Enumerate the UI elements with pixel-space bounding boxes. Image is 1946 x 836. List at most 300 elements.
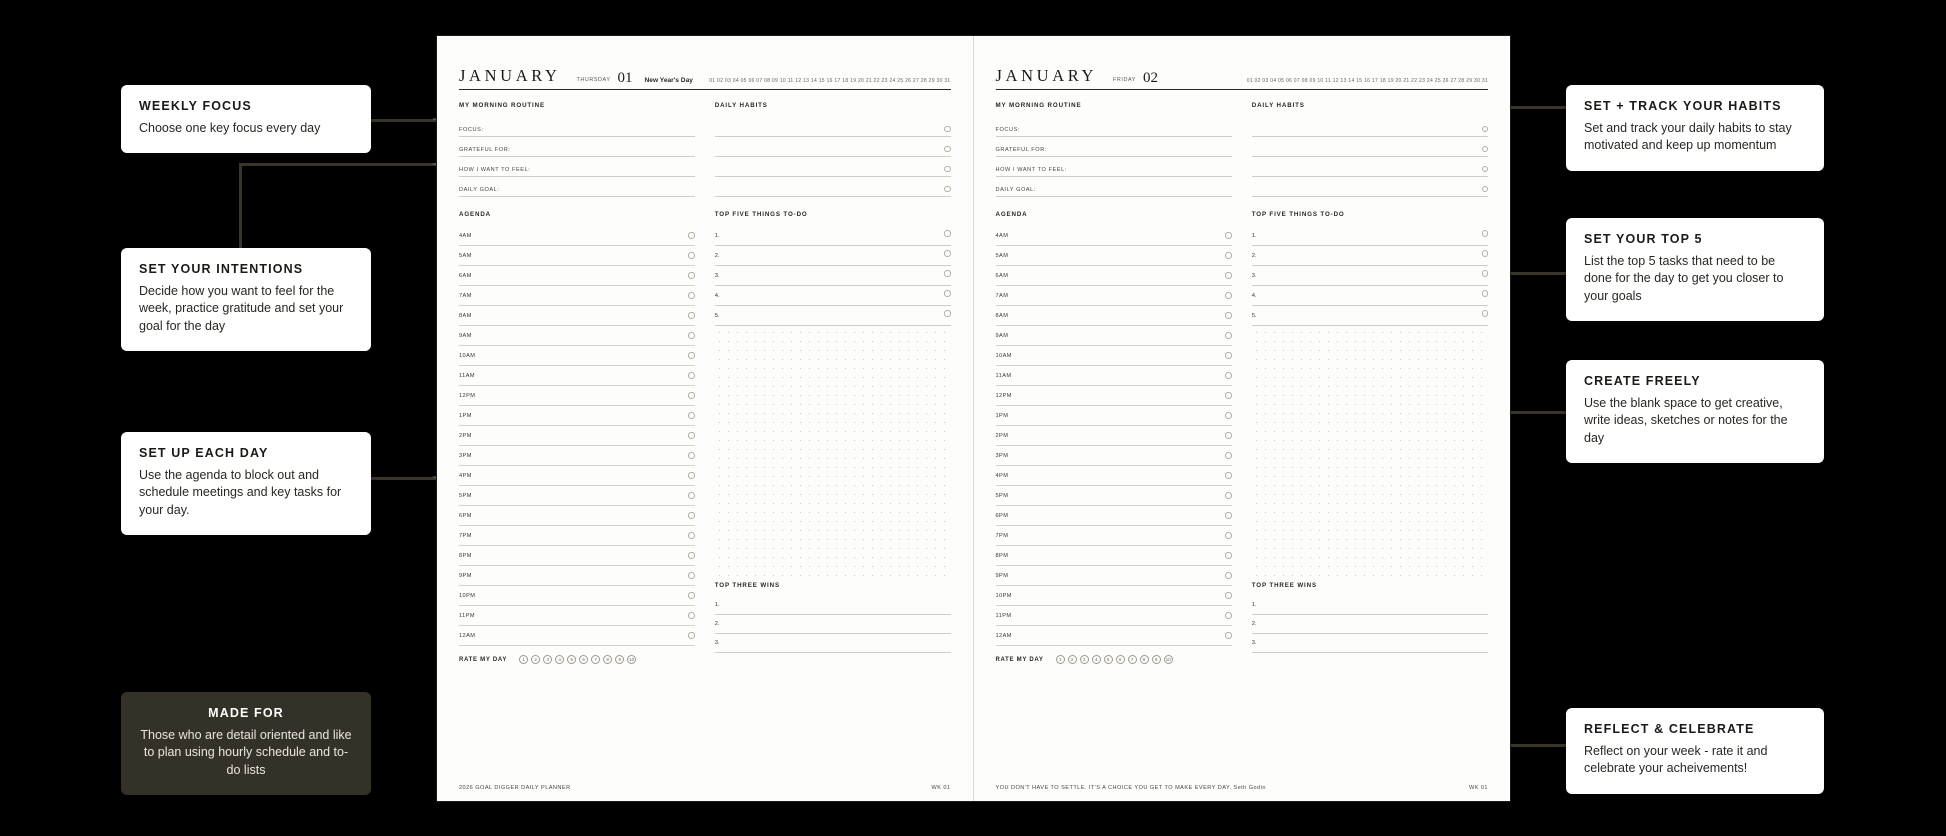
agenda-hour: 9AM [995,332,1009,339]
header-divider [459,89,951,90]
agenda-row[interactable] [459,486,695,506]
routine-label: GRATEFUL FOR: [995,147,1047,153]
callout-body: Use the agenda to block out and schedule meetings and key tasks for your day. [139,468,342,517]
agenda-row[interactable] [459,446,695,466]
morning-routine-block [996,102,1232,197]
page-footer [996,785,1489,791]
todo-row[interactable] [1252,266,1488,286]
agenda-hour: 7AM [995,292,1009,299]
month-day-strip: 01 02 03 04 05 06 07 08 09 10 11 12 13 14 15 16 17 18 19 20 21 22 23 24 25 26 27 28 29 30 31 [1246,78,1488,84]
rating-option[interactable]: 8 [603,655,612,664]
callout-top5 [1566,218,1824,321]
agenda-checkbox-icon[interactable] [1225,612,1232,619]
month-label: JANUARY [459,66,561,85]
agenda-checkbox-icon[interactable] [688,632,695,639]
rating-option[interactable]: 1 [519,655,528,664]
agenda-hour: 6AM [459,272,472,279]
rating-option[interactable]: 9 [615,655,624,664]
agenda-hour: 5PM [459,492,472,499]
callout-reflect [1566,708,1824,794]
agenda-hour: 1PM [459,412,472,419]
agenda-row[interactable] [996,626,1232,646]
agenda-checkbox-icon[interactable] [688,572,695,579]
header-divider [996,89,1489,90]
agenda-hour: 8AM [459,312,472,319]
footer-week-number: WK 01 [1468,785,1488,791]
agenda-row[interactable] [459,526,695,546]
agenda-row[interactable] [996,406,1232,426]
win-row[interactable] [1252,615,1488,634]
section-title-agenda: AGENDA [995,211,1028,218]
habit-checkbox-icon[interactable] [944,166,951,173]
rating-option[interactable]: 4 [1092,655,1101,664]
agenda-checkbox-icon[interactable] [1225,312,1232,319]
agenda-checkbox-icon[interactable] [688,612,695,619]
agenda-block [996,211,1232,664]
agenda-hour: 9AM [459,332,472,339]
agenda-row[interactable] [996,246,1232,266]
rate-my-day [459,655,695,664]
agenda-hour: 12AM [459,632,476,639]
top-columns [996,102,1489,197]
agenda-row[interactable] [996,486,1232,506]
agenda-checkbox-icon[interactable] [1225,332,1232,339]
agenda-row[interactable] [996,526,1232,546]
agenda-hour: 7PM [995,532,1009,539]
day-number: 01 [617,70,633,86]
todo-column [1252,211,1488,664]
agenda-checkbox-icon[interactable] [1225,632,1232,639]
win-number: 1. [1251,602,1257,608]
top-columns [459,102,951,197]
callout-title: SET UP EACH DAY [139,446,269,460]
agenda-checkbox-icon[interactable] [1225,532,1232,539]
rating-scale[interactable] [1056,655,1173,664]
agenda-hour: 4PM [459,472,472,479]
agenda-checkbox-icon[interactable] [1225,292,1232,299]
holiday-label: New Year's Day [644,77,693,84]
routine-field[interactable] [459,117,695,137]
rating-option[interactable]: 8 [1140,655,1149,664]
routine-label: HOW I WANT TO FEEL: [459,167,531,173]
win-row[interactable] [1252,634,1488,653]
date-block [577,71,633,86]
rating-option[interactable]: 3 [543,655,552,664]
habit-row[interactable] [715,177,951,197]
todo-number: 4. [1251,292,1257,299]
todo-row[interactable] [1252,226,1488,246]
agenda-hour: 8PM [995,552,1009,559]
callout-title: SET YOUR TOP 5 [1584,232,1703,246]
win-row[interactable] [715,634,951,653]
agenda-hour: 7AM [459,292,472,299]
agenda-row[interactable] [996,426,1232,446]
agenda-row[interactable] [459,586,695,606]
agenda-checkbox-icon[interactable] [1225,232,1232,239]
rating-option[interactable]: 2 [1068,655,1077,664]
weekday-label: THURSDAY [576,77,611,83]
connector-intentions-horiz [239,163,440,166]
agenda-hour: 9PM [459,572,472,579]
page-footer [459,785,951,791]
agenda-checkbox-icon[interactable] [688,552,695,559]
daily-habits-block [1252,102,1488,197]
agenda-hour: 3PM [995,452,1009,459]
agenda-row[interactable] [459,546,695,566]
todo-column [715,211,951,664]
agenda-row[interactable] [459,406,695,426]
agenda-hour: 12AM [995,632,1012,639]
routine-field[interactable] [459,177,695,197]
section-title-top-five: TOP FIVE THINGS TO-DO [714,211,808,218]
callout-body: Reflect on your week - rate it and celebrate your acheivements! [1584,744,1768,776]
footer-quote: YOU DON'T HAVE TO SETTLE. IT'S A CHOICE YOU GET TO MAKE EVERY DAY. Seth Godin [995,785,1266,791]
agenda-checkbox-icon[interactable] [1225,252,1232,259]
section-title-morning-routine: MY MORNING ROUTINE [995,102,1082,109]
agenda-row[interactable] [996,226,1232,246]
agenda-checkbox-icon[interactable] [688,272,695,279]
agenda-row[interactable] [459,286,695,306]
todo-row[interactable] [715,226,951,246]
win-row[interactable] [715,596,951,615]
agenda-row[interactable] [459,386,695,406]
rating-option[interactable]: 10 [1165,657,1171,662]
agenda-row[interactable] [459,226,695,246]
date-block [1113,71,1158,86]
callout-create [1566,360,1824,463]
todo-number: 1. [1251,232,1257,239]
todo-number: 3. [714,272,720,279]
todo-row[interactable] [715,246,951,266]
rating-scale[interactable] [519,655,636,664]
todo-number: 5. [714,312,720,319]
agenda-row[interactable] [996,306,1232,326]
callout-body: List the top 5 tasks that need to be done for the day to get you closer to your goals [1584,254,1784,303]
agenda-row[interactable] [996,266,1232,286]
callout-intentions [121,248,371,351]
agenda-checkbox-icon[interactable] [1225,372,1232,379]
routine-field[interactable] [996,177,1232,197]
agenda-row[interactable] [996,366,1232,386]
agenda-hour: 8PM [459,552,472,559]
page-header [459,56,951,86]
rating-option[interactable]: 6 [579,655,588,664]
agenda-hour: 4AM [459,232,472,239]
win-number: 2. [1251,621,1257,627]
agenda-checkbox-icon[interactable] [688,232,695,239]
footer-left-text: 2026 GOAL DIGGER DAILY PLANNER [459,785,571,791]
agenda-row[interactable] [996,326,1232,346]
todo-checkbox-icon[interactable] [944,310,951,317]
habit-checkbox-icon[interactable] [1482,126,1489,133]
agenda-row[interactable] [996,506,1232,526]
agenda-checkbox-icon[interactable] [1225,512,1232,519]
agenda-rows [459,226,695,646]
agenda-row[interactable] [459,626,695,646]
routine-field[interactable] [996,157,1232,177]
rating-option[interactable]: 5 [1104,655,1113,664]
planner-page-left [437,36,974,801]
agenda-hour: 6PM [995,512,1009,519]
agenda-checkbox-icon[interactable] [688,412,695,419]
rate-label: RATE MY DAY [995,656,1044,663]
callout-body: Set and track your daily habits to stay motivated and keep up momentum [1584,121,1792,153]
routine-label: FOCUS: [459,127,484,133]
routine-label: GRATEFUL FOR: [459,147,511,153]
agenda-hour: 1PM [995,412,1009,419]
agenda-checkbox-icon[interactable] [688,472,695,479]
callout-title: SET YOUR INTENTIONS [139,262,304,276]
agenda-hour: 6AM [995,272,1009,279]
agenda-row[interactable] [459,306,695,326]
section-title-top-five: TOP FIVE THINGS TO-DO [1251,211,1345,218]
month-day-strip: 01 02 03 04 05 06 07 08 09 10 11 12 13 14 15 16 17 18 19 20 21 22 23 24 25 26 27 28 29 30 31 [709,78,951,84]
agenda-checkbox-icon[interactable] [688,452,695,459]
agenda-block [459,211,695,664]
planner-spread [437,36,1510,801]
habit-row[interactable] [1252,157,1488,177]
habit-row[interactable] [1252,117,1488,137]
todo-row[interactable] [1252,306,1488,326]
agenda-row[interactable] [996,466,1232,486]
callout-body: Use the blank space to get creative, write ideas, sketches or notes for the day [1584,396,1788,445]
routine-field[interactable] [996,137,1232,157]
agenda-hour: 11PM [995,612,1012,619]
agenda-hour: 4AM [995,232,1009,239]
todo-row[interactable] [715,266,951,286]
agenda-checkbox-icon[interactable] [1225,472,1232,479]
rating-option[interactable]: 10 [629,657,635,662]
agenda-row[interactable] [996,286,1232,306]
agenda-row[interactable] [996,446,1232,466]
todo-checkbox-icon[interactable] [944,270,951,277]
agenda-row[interactable] [459,566,695,586]
section-title-daily-habits: DAILY HABITS [714,102,768,109]
agenda-checkbox-icon[interactable] [688,252,695,259]
agenda-checkbox-icon[interactable] [1225,432,1232,439]
agenda-checkbox-icon[interactable] [688,312,695,319]
routine-label: DAILY GOAL: [995,187,1036,193]
rating-option[interactable]: 7 [591,655,600,664]
agenda-hour: 11AM [459,372,475,379]
routine-field[interactable] [459,137,695,157]
todo-checkbox-icon[interactable] [944,290,951,297]
agenda-hour: 3PM [459,452,472,459]
agenda-row[interactable] [459,506,695,526]
habit-row[interactable] [715,117,951,137]
todo-number: 5. [1251,312,1257,319]
agenda-row[interactable] [996,346,1232,366]
agenda-row[interactable] [459,426,695,446]
top-three-wins-block [1252,582,1488,653]
habit-checkbox-icon[interactable] [1482,186,1489,193]
callout-habits [1566,85,1824,171]
habit-checkbox-icon[interactable] [944,186,951,193]
agenda-checkbox-icon[interactable] [688,512,695,519]
agenda-checkbox-icon[interactable] [688,532,695,539]
todo-number: 1. [714,232,720,239]
callout-title: SET + TRACK YOUR HABITS [1584,99,1782,113]
routine-label: DAILY GOAL: [459,187,500,193]
agenda-checkbox-icon[interactable] [1225,452,1232,459]
agenda-hour: 9PM [995,572,1009,579]
todo-checkbox-icon[interactable] [1482,230,1489,237]
agenda-row[interactable] [459,366,695,386]
agenda-checkbox-icon[interactable] [1225,592,1232,599]
morning-routine-block [459,102,695,197]
routine-field[interactable] [459,157,695,177]
todo-row[interactable] [715,286,951,306]
habit-checkbox-icon[interactable] [944,146,951,153]
rating-option[interactable]: 7 [1128,655,1137,664]
todo-checkbox-icon[interactable] [1482,310,1489,317]
rating-option[interactable]: 2 [531,655,540,664]
callout-title: CREATE FREELY [1584,374,1701,388]
callout-title: WEEKLY FOCUS [139,99,252,113]
rating-option[interactable]: 4 [555,655,564,664]
agenda-row[interactable] [459,326,695,346]
win-row[interactable] [1252,596,1488,615]
habit-row[interactable] [715,137,951,157]
section-title-top-three: TOP THREE WINS [714,582,780,589]
todo-number: 3. [1251,272,1257,279]
win-number: 3. [1251,640,1257,646]
todo-row[interactable] [1252,246,1488,266]
agenda-checkbox-icon[interactable] [688,332,695,339]
rating-option[interactable]: 6 [1116,655,1125,664]
top-three-wins-block [715,582,951,653]
agenda-row[interactable] [996,566,1232,586]
todo-checkbox-icon[interactable] [1482,270,1489,277]
agenda-hour: 4PM [995,472,1009,479]
agenda-hour: 12PM [459,392,476,399]
agenda-checkbox-icon[interactable] [688,352,695,359]
page-header [996,56,1489,86]
agenda-checkbox-icon[interactable] [1225,352,1232,359]
agenda-checkbox-icon[interactable] [688,592,695,599]
routine-field[interactable] [996,117,1232,137]
agenda-hour: 11PM [459,612,475,619]
agenda-hour: 10AM [459,352,476,359]
habit-checkbox-icon[interactable] [1482,146,1489,153]
agenda-hour: 5AM [459,252,472,259]
planner-page-right [974,36,1511,801]
agenda-hour: 5AM [995,252,1009,259]
routine-label: HOW I WANT TO FEEL: [995,167,1067,173]
daily-habits-block [715,102,951,197]
win-row[interactable] [715,615,951,634]
callout-body: Those who are detail oriented and like to plan using hourly schedule and to-do lists [140,728,352,777]
todo-number: 2. [1251,252,1257,259]
callout-title: REFLECT & CELEBRATE [1584,722,1755,736]
agenda-checkbox-icon[interactable] [1225,552,1232,559]
agenda-hour: 7PM [459,532,472,539]
rating-option[interactable]: 5 [567,655,576,664]
todo-checkbox-icon[interactable] [1482,290,1489,297]
agenda-checkbox-icon[interactable] [1225,272,1232,279]
habit-checkbox-icon[interactable] [1482,166,1489,173]
agenda-checkbox-icon[interactable] [1225,412,1232,419]
agenda-row[interactable] [459,466,695,486]
agenda-columns [459,211,951,664]
agenda-checkbox-icon[interactable] [688,372,695,379]
callout-body: Decide how you want to feel for the week, practice gratitude and set your goal for the day [139,284,344,333]
agenda-row[interactable] [996,386,1232,406]
agenda-hour: 2PM [995,432,1009,439]
habit-row[interactable] [715,157,951,177]
month-label: JANUARY [995,66,1098,85]
habit-row[interactable] [1252,137,1488,157]
agenda-checkbox-icon[interactable] [688,492,695,499]
rating-option[interactable]: 1 [1056,655,1065,664]
habit-checkbox-icon[interactable] [944,126,951,133]
free-notes-dot-grid[interactable] [1252,328,1488,578]
agenda-row[interactable] [459,266,695,286]
agenda-row[interactable] [996,546,1232,566]
agenda-checkbox-icon[interactable] [688,292,695,299]
weekday-label: FRIDAY [1113,77,1136,83]
rating-option[interactable]: 3 [1080,655,1089,664]
routine-label: FOCUS: [995,127,1020,133]
agenda-rows [996,226,1232,646]
callout-body: Choose one key focus every day [139,121,321,135]
footer-week-number: WK 01 [931,785,951,791]
todo-number: 4. [714,292,720,299]
callout-made-for [121,692,371,795]
agenda-hour: 12PM [995,392,1012,399]
agenda-checkbox-icon[interactable] [688,392,695,399]
agenda-hour: 10AM [995,352,1012,359]
free-notes-dot-grid[interactable] [715,328,951,578]
win-number: 2. [714,621,720,627]
rate-my-day [996,655,1232,664]
day-number: 02 [1142,70,1158,86]
agenda-columns [996,211,1489,664]
agenda-hour: 6PM [459,512,472,519]
win-number: 1. [714,602,720,608]
agenda-row[interactable] [459,606,695,626]
agenda-hour: 10PM [459,592,476,599]
agenda-checkbox-icon[interactable] [1225,392,1232,399]
todo-row[interactable] [1252,286,1488,306]
agenda-row[interactable] [996,586,1232,606]
agenda-row[interactable] [459,346,695,366]
todo-checkbox-icon[interactable] [944,230,951,237]
agenda-hour: 10PM [995,592,1012,599]
section-title-agenda: AGENDA [459,211,492,218]
agenda-checkbox-icon[interactable] [688,432,695,439]
win-number: 3. [714,640,720,646]
agenda-row[interactable] [996,606,1232,626]
habit-row[interactable] [1252,177,1488,197]
callout-weekly-focus [121,85,371,153]
agenda-row[interactable] [459,246,695,266]
agenda-hour: 5PM [995,492,1009,499]
todo-checkbox-icon[interactable] [944,250,951,257]
todo-row[interactable] [715,306,951,326]
callout-title: MADE FOR [208,706,284,720]
callout-each-day [121,432,371,535]
agenda-hour: 11AM [995,372,1012,379]
agenda-checkbox-icon[interactable] [1225,572,1232,579]
agenda-checkbox-icon[interactable] [1225,492,1232,499]
rate-label: RATE MY DAY [459,656,508,663]
section-title-top-three: TOP THREE WINS [1251,582,1317,589]
section-title-morning-routine: MY MORNING ROUTINE [459,102,545,109]
rating-option[interactable]: 9 [1152,655,1161,664]
todo-checkbox-icon[interactable] [1482,250,1489,257]
agenda-hour: 2PM [459,432,472,439]
